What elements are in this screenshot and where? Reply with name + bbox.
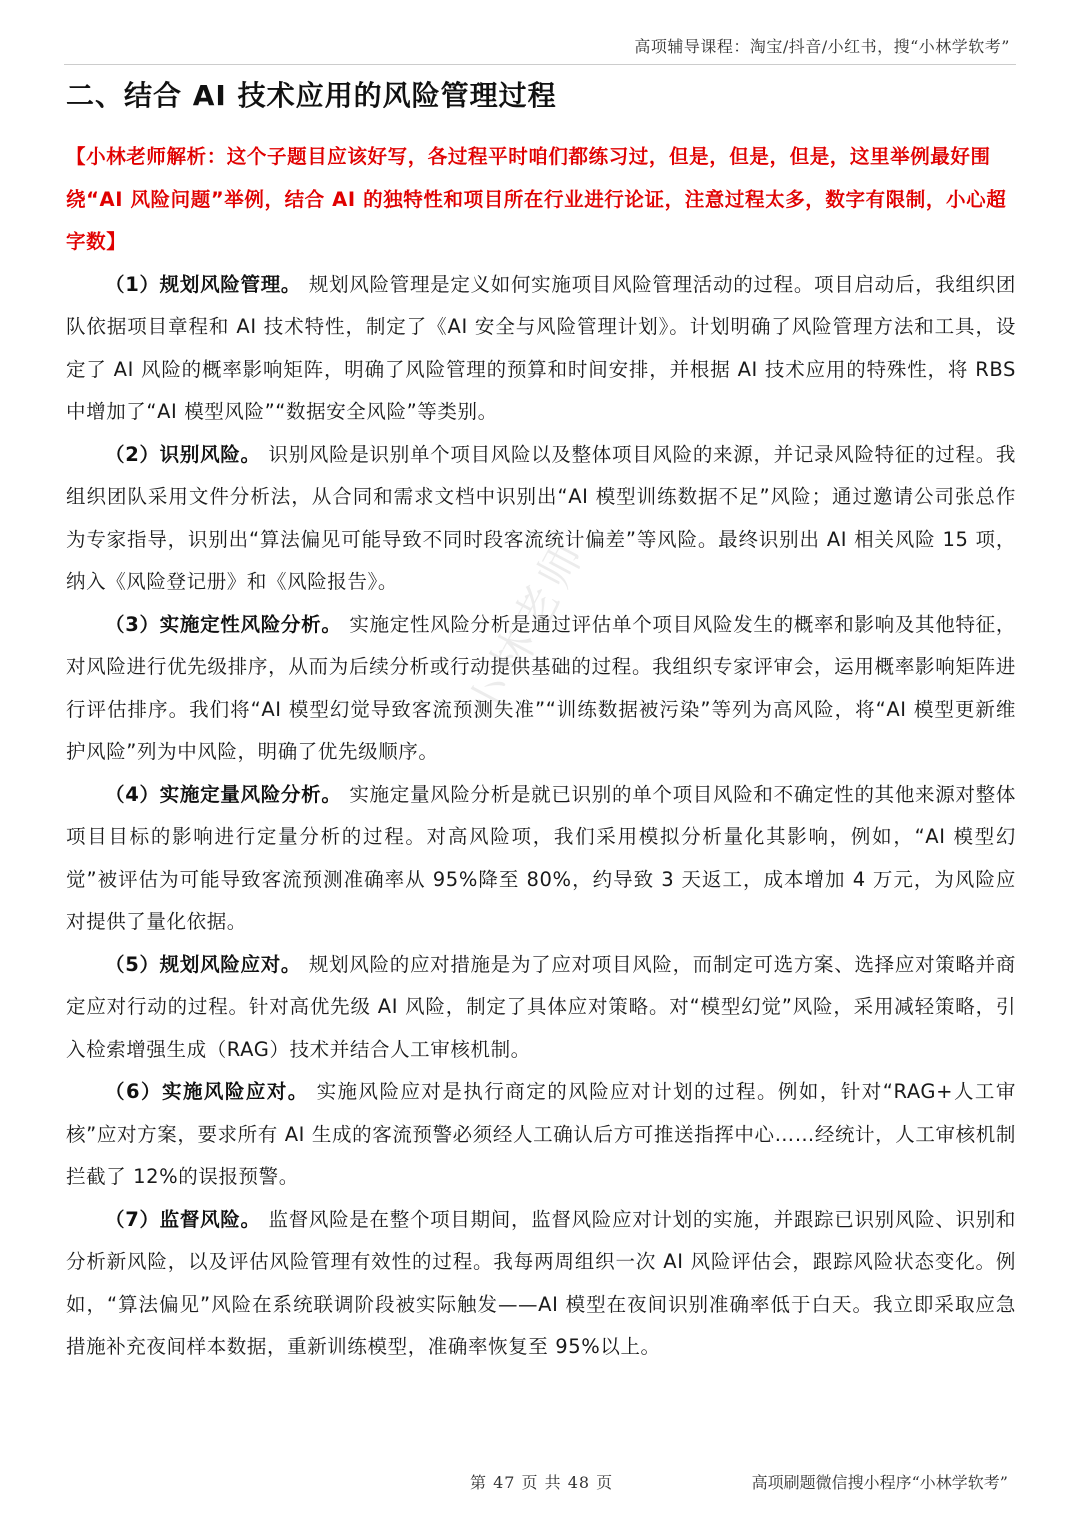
paragraph-implement-response <box>66 1071 1016 1199</box>
header-divider <box>64 64 1016 65</box>
paragraph-heading: （3）实施定性风险分析。 <box>105 612 342 636</box>
paragraph-heading: （6）实施风险应对。 <box>105 1080 309 1103</box>
paragraph-text: 实施定性风险分析是通过评估单个项目风险发生的概率和影响及其他特征，对风险进行优先级排序，从而为后续分析或行动提供基础的过程。我组织专家评审会，运用概率影响矩阵进行评估排序。我们将“AI 模型幻觉导致客流预测失准”“训练数据被污染”等列为高风险，将“AI 模型更新维护风险”列为中风险，明确了优先级顺序。 <box>66 612 1016 763</box>
paragraph-heading: （1）规划风险管理。 <box>105 272 302 296</box>
paragraph-identify-risk <box>66 434 1016 604</box>
paragraph-text: 实施风险应对是执行商定的风险应对计划的过程。例如，针对“RAG+人工审核”应对方案，要求所有 AI 生成的客流预警必须经人工确认后方可推送指挥中心……经统计，人工审核机制拦截了 12%的误报预警。 <box>66 1080 1016 1188</box>
paragraph-qualitative-analysis <box>66 604 1016 774</box>
page-number: 第 47 页 共 48 页 <box>470 1473 614 1492</box>
paragraph-heading: （7）监督风险。 <box>105 1207 261 1231</box>
paragraph-text: 规划风险的应对措施是为了应对项目风险，而制定可选方案、选择应对策略并商定应对行动的过程。针对高优先级 AI 风险，制定了具体应对策略。对“模型幻觉”风险，采用减轻策略，引入检索增强生成（RAG）技术并结合人工审核机制。 <box>66 952 1016 1061</box>
paragraph-heading: （4）实施定量风险分析。 <box>105 782 342 806</box>
teacher-note: 【小林老师解析：这个子题目应该好写，各过程平时咱们都练习过，但是，但是，但是，这里举例最好围绕“AI 风险问题”举例，结合 AI 的独特性和项目所在行业进行论证，注意过程太多，数字有限制，小心超字数】 <box>66 145 1007 253</box>
paragraph-monitor-risk <box>66 1199 1016 1369</box>
paragraph-quantitative-analysis <box>66 774 1016 944</box>
paragraph-plan-risk <box>66 264 1016 434</box>
watermark: 小林老师 <box>457 528 597 730</box>
paragraph-text: 规划风险管理是定义如何实施项目风险管理活动的过程。项目启动后，我组织团队依据项目章程和 AI 技术特性，制定了《AI 安全与风险管理计划》。计划明确了风险管理方法和工具，设定了 AI 风险的概率影响矩阵，明确了风险管理的预算和时间安排，并根据 AI 技术应用的特殊性，将 RBS 中增加了“AI 模型风险”“数据安全风险”等类别。 <box>66 272 1016 423</box>
footer-promo: 高项刷题微信搜小程序“小林学软考” <box>751 1473 1008 1492</box>
paragraph-plan-response <box>66 944 1016 1072</box>
paragraph-text: 实施定量风险分析是就已识别的单个项目风险和不确定性的其他来源对整体项目目标的影响进行定量分析的过程。对高风险项，我们采用模拟分析量化其影响，例如，“AI 模型幻觉”被评估为可能导致客流预测准确率从 95%降至 80%，约导致 3 天返工，成本增加 4 万元，为风险应对提供了量化依据。 <box>66 782 1016 933</box>
paragraph-heading: （5）规划风险应对。 <box>105 952 302 976</box>
document-body <box>66 136 1016 1369</box>
section-title: 二、结合 AI 技术应用的风险管理过程 <box>66 79 557 112</box>
page-header: 高项辅导课程：淘宝/抖音/小红书，搜“小林学软考” <box>634 37 1010 56</box>
paragraph-heading: （2）识别风险。 <box>105 442 261 466</box>
paragraph-text: 监督风险是在整个项目期间，监督风险应对计划的实施，并跟踪已识别风险、识别和分析新风险，以及评估风险管理有效性的过程。我每两周组织一次 AI 风险评估会，跟踪风险状态变化。例如，“算法偏见”风险在系统联调阶段被实际触发——AI 模型在夜间识别准确率低于白天。我立即采取应急措施补充夜间样本数据，重新训练模型，准确率恢复至 95%以上。 <box>66 1207 1016 1358</box>
paragraph-text: 识别风险是识别单个项目风险以及整体项目风险的来源，并记录风险特征的过程。我组织团队采用文件分析法，从合同和需求文档中识别出“AI 模型训练数据不足”风险；通过邀请公司张总作为专家指导，识别出“算法偏见可能导致不同时段客流统计偏差”等风险。最终识别出 AI 相关风险 15 项，纳入《风险登记册》和《风险报告》。 <box>66 442 1016 593</box>
